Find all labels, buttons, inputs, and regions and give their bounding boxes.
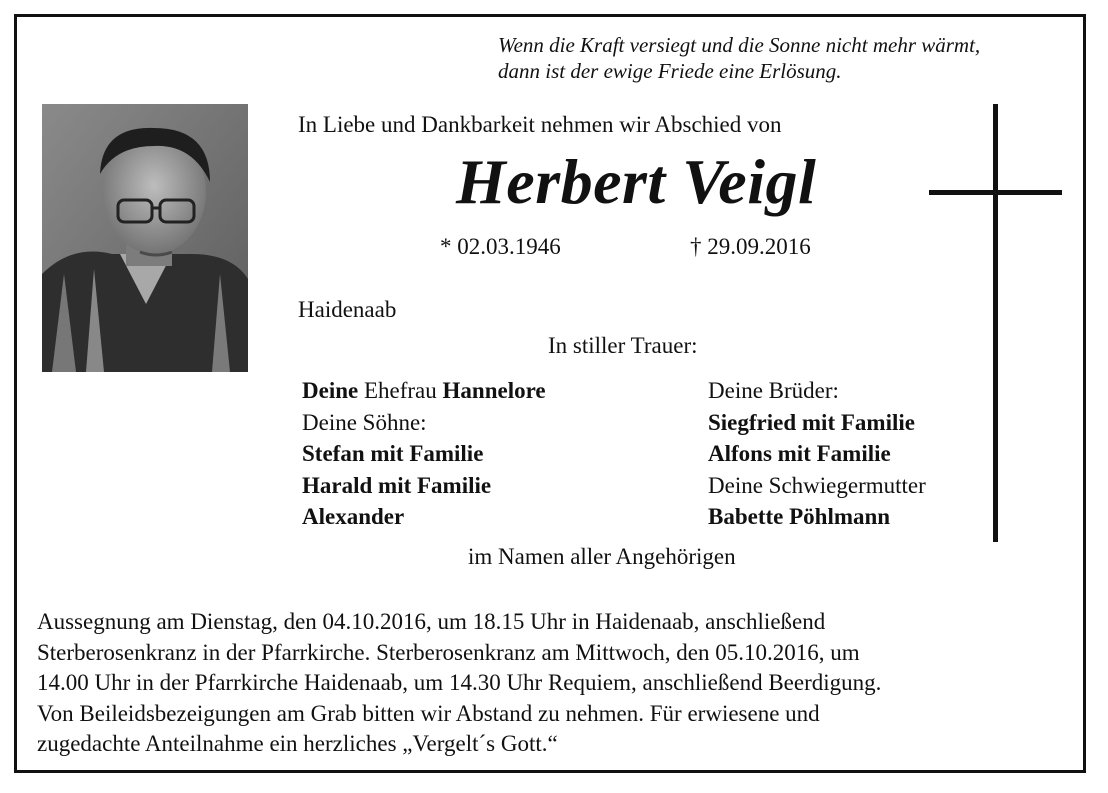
motto-line-2: dann ist der ewige Friede eine Erlösung. [498, 59, 842, 83]
deceased-name: Herbert Veigl [456, 146, 817, 217]
family-entry-normal: Ehefrau [358, 378, 443, 403]
family-entry: Deine Schwiegermutter [708, 472, 926, 498]
family-entry-bold: Deine [302, 378, 359, 403]
portrait-image [42, 104, 248, 372]
birth-date: * 02.03.1946 [440, 234, 561, 259]
family-entry: Harald mit Familie [302, 472, 492, 498]
notice-line: 14.00 Uhr in der Pfarrkirche Haidenaab, um 14.30 Uhr Requiem, anschließend Beerdigung. [37, 670, 882, 695]
family-entry: Alfons mit Familie [708, 441, 891, 466]
family-entry [302, 375, 546, 407]
family-entry-bold: Hannelore [442, 378, 546, 403]
family-entry: Deine Brüder: [708, 378, 839, 403]
notice-line: Sterberosenkranz in der Pfarrkirche. Sterberosenkranz am Mittwoch, den 05.10.2016, um [37, 639, 860, 665]
on-behalf-text: im Namen aller Angehörigen [468, 544, 736, 569]
cross-icon-horizontal [929, 190, 1062, 195]
notice-line: Aussegnung am Dienstag, den 04.10.2016, um 18.15 Uhr in Haidenaab, anschließend [37, 609, 826, 634]
family-entry-normal: Deine Söhne: [302, 409, 427, 435]
notice-line: Von Beileidsbezeigungen am Grab bitten wir Abstand zu nehmen. Für erwiesene und [37, 700, 820, 726]
cross-icon-vertical [993, 104, 998, 542]
notice-line: zugedachte Anteilnahme ein herzliches „Vergelt´s Gott.“ [37, 731, 558, 756]
death-date: † 29.09.2016 [690, 234, 811, 259]
mourning-heading: In stiller Trauer: [548, 333, 698, 358]
family-left-column [302, 375, 546, 533]
family-entry: Stefan mit Familie [302, 441, 484, 466]
hometown: Haidenaab [298, 297, 397, 322]
family-right-column [708, 375, 926, 533]
family-entry: Siegfried mit Familie [708, 409, 915, 435]
portrait-photo [42, 104, 248, 372]
funeral-notice [37, 607, 1067, 760]
intro-text: In Liebe und Dankbarkeit nehmen wir Abschied von [298, 112, 782, 137]
family-entry: Babette Pöhlmann [708, 504, 891, 529]
family-entry: Alexander [302, 504, 405, 529]
motto [498, 32, 1078, 84]
family-entry [302, 407, 546, 439]
motto-line-1: Wenn die Kraft versiegt und die Sonne nicht mehr wärmt, [498, 33, 981, 57]
